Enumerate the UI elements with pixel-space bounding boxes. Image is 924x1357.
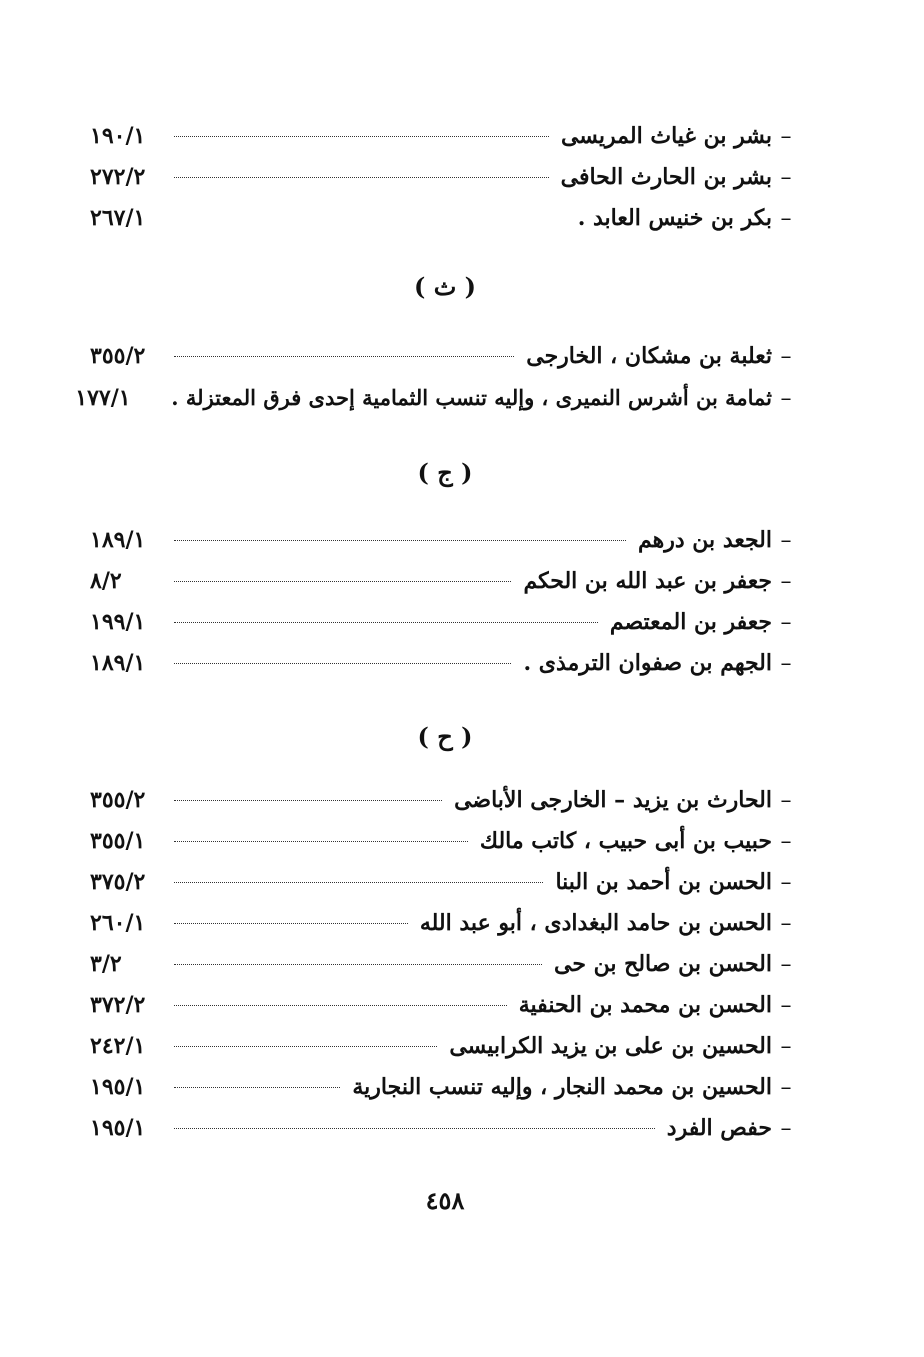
section-heading-ha: ( ح ) bbox=[417, 722, 473, 751]
entry-page-ref: ١٨٩/١ bbox=[90, 527, 146, 553]
page-number: ٤٥٨ bbox=[425, 1186, 465, 1215]
section-tha-entries bbox=[75, 336, 800, 418]
dot-leader bbox=[174, 622, 598, 623]
entry-name: ثمامة بن أشرس النميرى ، وإليه تنسب الثمامية إحدى فرق المعتزلة . bbox=[171, 385, 772, 410]
dot-leader bbox=[174, 882, 543, 883]
dot-leader bbox=[174, 923, 408, 924]
entry-name: الحسن بن حامد البغدادى ، أبو عبد الله bbox=[419, 910, 772, 936]
dot-leader bbox=[174, 1046, 437, 1047]
entry-name: الحسين بن على بن يزيد الكرابيسى bbox=[449, 1033, 772, 1059]
entry-dash: – bbox=[780, 528, 792, 553]
entry-dash: – bbox=[780, 993, 792, 1018]
section-ba-entries bbox=[90, 116, 800, 239]
entry-name: الحسين بن محمد النجار ، وإليه تنسب النجارية bbox=[352, 1074, 772, 1100]
entry-name: الجهم بن صفوان الترمذى . bbox=[523, 650, 772, 676]
dot-leader bbox=[174, 663, 511, 664]
dot-leader bbox=[174, 136, 549, 137]
entry-page-ref: ٨/٢ bbox=[90, 568, 122, 594]
entry-dash: – bbox=[780, 610, 792, 635]
dot-leader bbox=[174, 356, 514, 357]
entry-name: ثعلبة بن مشكان ، الخارجى bbox=[526, 343, 772, 369]
dot-leader bbox=[174, 1128, 655, 1129]
entry-dash: – bbox=[780, 569, 792, 594]
entry-dash: – bbox=[780, 870, 792, 895]
section-jim-entries bbox=[90, 520, 800, 684]
dot-leader bbox=[174, 800, 442, 801]
entry-name: الجعد بن درهم bbox=[637, 527, 772, 553]
entry-name: حبيب بن أبى حبيب ، كاتب مالك bbox=[479, 828, 772, 854]
index-entry bbox=[90, 1026, 800, 1067]
section-heading-tha: ( ث ) bbox=[413, 272, 476, 301]
entry-dash: – bbox=[780, 124, 792, 149]
entry-name: الحسن بن محمد بن الحنفية bbox=[518, 992, 772, 1018]
entry-page-ref: ١٨٩/١ bbox=[90, 650, 146, 676]
entry-page-ref: ١٩٥/١ bbox=[90, 1115, 146, 1141]
entry-dash: – bbox=[780, 1116, 792, 1141]
entry-page-ref: ١٧٧/١ bbox=[75, 385, 131, 411]
entry-dash: – bbox=[780, 165, 792, 190]
entry-name: بشر بن غياث المريسى bbox=[560, 123, 772, 149]
index-entry bbox=[90, 520, 800, 561]
dot-leader bbox=[174, 177, 549, 178]
index-entry bbox=[90, 985, 800, 1026]
entry-dash: – bbox=[780, 911, 792, 936]
entry-page-ref: ٢٤٢/١ bbox=[90, 1033, 146, 1059]
entry-page-ref: ٣٧٢/٢ bbox=[90, 992, 146, 1018]
entry-name: حفص الفرد bbox=[666, 1115, 772, 1141]
entry-name: الحسن بن صالح بن حى bbox=[554, 951, 772, 977]
entry-name: بكر بن خنيس العابد . bbox=[577, 205, 772, 231]
entry-page-ref: ٣٥٥/٢ bbox=[90, 787, 146, 813]
entry-dash: – bbox=[780, 206, 792, 231]
entry-dash: – bbox=[780, 788, 792, 813]
index-entry bbox=[90, 602, 800, 643]
entry-page-ref: ٣٥٥/١ bbox=[90, 828, 146, 854]
entry-name: جعفر بن عبد الله بن الحكم bbox=[523, 568, 772, 594]
entry-dash: – bbox=[780, 651, 792, 676]
entry-name: الحسن بن أحمد بن البنا bbox=[555, 869, 772, 895]
index-entry bbox=[90, 561, 800, 602]
index-entry bbox=[90, 1108, 800, 1149]
index-entry bbox=[90, 821, 800, 862]
entry-page-ref: ١٩٠/١ bbox=[90, 123, 146, 149]
entry-dash: – bbox=[780, 386, 792, 411]
dot-leader bbox=[174, 540, 626, 541]
entry-page-ref: ١٩٥/١ bbox=[90, 1074, 146, 1100]
dot-leader bbox=[174, 1005, 507, 1006]
entry-dash: – bbox=[780, 829, 792, 854]
entry-page-ref: ٢٧٢/٢ bbox=[90, 164, 146, 190]
index-entry bbox=[90, 643, 800, 684]
entry-page-ref: ٢٦٠/١ bbox=[90, 910, 146, 936]
entry-dash: – bbox=[780, 1075, 792, 1100]
index-entry bbox=[90, 903, 800, 944]
dot-leader bbox=[174, 1087, 340, 1088]
index-entry bbox=[90, 157, 800, 198]
index-entry bbox=[90, 198, 800, 239]
index-entry bbox=[90, 944, 800, 985]
index-entry bbox=[90, 336, 800, 377]
entry-page-ref: ٢٦٧/١ bbox=[90, 205, 146, 231]
index-entry bbox=[90, 780, 800, 821]
entry-page-ref: ٣/٢ bbox=[90, 951, 122, 977]
index-entry bbox=[90, 1067, 800, 1108]
section-heading-jim: ( ج ) bbox=[417, 458, 473, 487]
entry-dash: – bbox=[780, 952, 792, 977]
index-entry bbox=[90, 862, 800, 903]
dot-leader bbox=[174, 964, 542, 965]
dot-leader bbox=[174, 581, 511, 582]
entry-dash: – bbox=[780, 344, 792, 369]
entry-name: الحارث بن يزيد – الخارجى الأباضى bbox=[454, 787, 772, 813]
entry-name: بشر بن الحارث الحافى bbox=[560, 164, 772, 190]
entry-dash: – bbox=[780, 1034, 792, 1059]
entry-page-ref: ٣٧٥/٢ bbox=[90, 869, 146, 895]
index-entry bbox=[90, 116, 800, 157]
section-ha-entries bbox=[90, 780, 800, 1149]
entry-page-ref: ١٩٩/١ bbox=[90, 609, 146, 635]
entry-page-ref: ٣٥٥/٢ bbox=[90, 343, 146, 369]
dot-leader bbox=[174, 841, 468, 842]
entry-name: جعفر بن المعتصم bbox=[609, 609, 772, 635]
index-entry bbox=[75, 377, 800, 418]
